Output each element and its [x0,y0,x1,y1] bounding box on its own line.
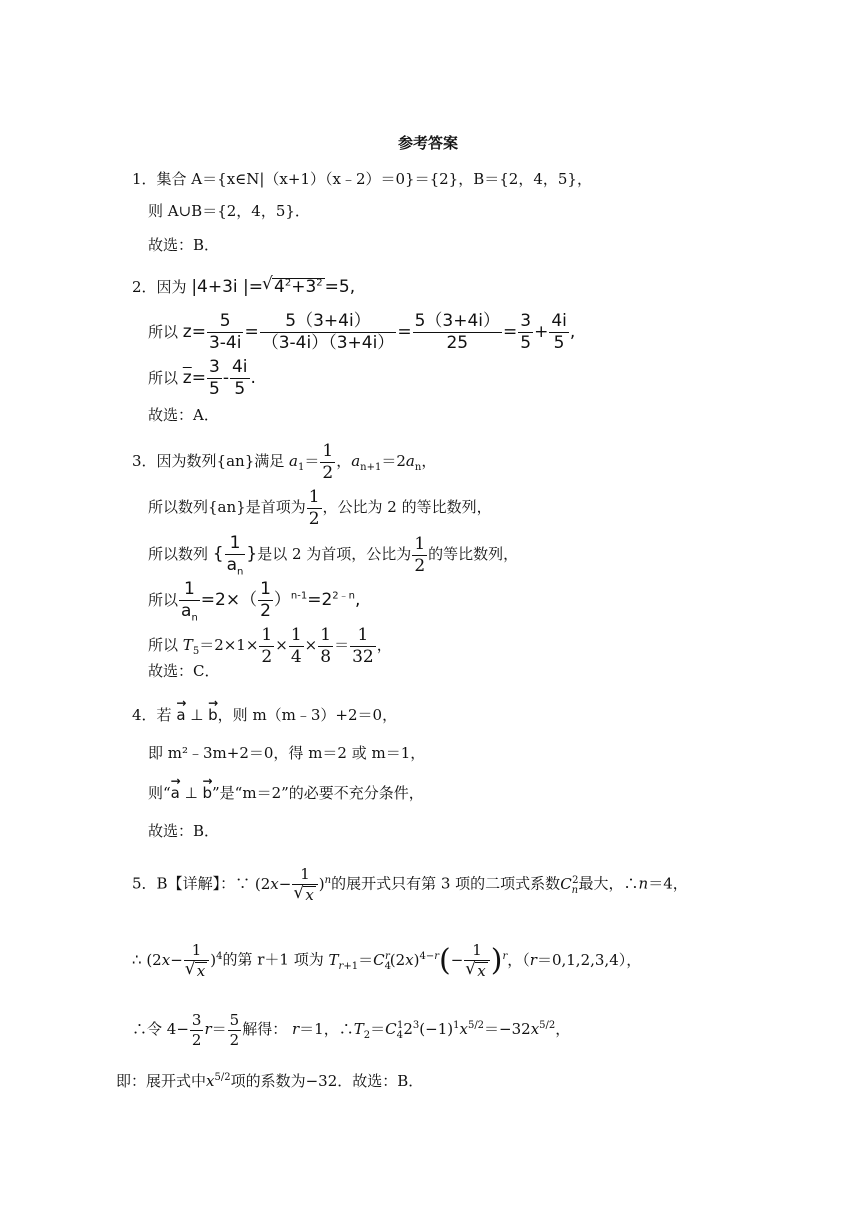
q5-text-3b: 解得： [242,1020,288,1038]
q5-text-2b: 的第 r＋1 项为 [222,950,324,969]
q5-line1 [132,866,688,903]
q5-coef: −32 [305,1072,338,1090]
q3-text-3b: 是以 2 为首项，公比为 [257,545,412,564]
q5-general-term: $T_{r+1}=C_4^r(2x)^{4-r}(-$ 1 √ x )$^r$，（r＝0,1,2,3,4）， [329,951,642,969]
q4-perp-expr-2: → a ⊥ → b [171,784,212,802]
q3-recip-seq: { $\frac{1}{a_n}$ } [212,533,258,578]
q4-line3 [148,786,424,801]
q3-text-2a: 所以数列{an}是首项为 [148,498,306,517]
q3-line2 [148,488,492,528]
q5-line3 [132,1012,570,1048]
q4-line2: 即 m²﹣3m+2＝0，得 m＝2 或 m＝1， [148,744,426,762]
q4-intro: 4．若 [132,706,172,724]
q3-general-term: $\frac{1}{a_n}$ =2×（ $\frac{1}{2}$ ）$^{n-1}=2^{2﹣n}$, [181,579,361,624]
q5-intro: 5．B【详解】：∵ [132,874,251,893]
q1-line2: 则 A∪B＝{2，4，5}． [148,202,310,220]
q3-line3 [148,533,519,578]
q4-perp-expr: → a ⊥ → b [176,706,217,724]
q2-z-expr: z= $\frac{5}{3-4i}$ = $\frac{5(3+4i)}{(3-4i)(3+4i)}$ = $\frac{5(3+4i)}{25}$ = $\frac{3}{5}$ + $\frac{4i}{5}$ , [182,311,576,353]
q5-text-1b: 的展开式只有第 3 项的二项式系数 [331,874,561,893]
q2-so-1: 所以 [148,323,179,342]
q3-intro: 3．因为数列{an}满足 [132,452,285,471]
q2-line1 [132,278,355,296]
q3-half-2: $\frac{1}{2}$ [414,534,426,576]
q5-n-eq-4: n＝4， [638,874,688,893]
q1-answer: 故选：B． [148,236,220,254]
q3-line1 [132,442,436,482]
q3-line5 [148,626,392,666]
q3-t5-expr: $T_5=2\times 1\times$ $\frac{1}{2}$ × $\frac{1}{4}$ × $\frac{1}{8}$ ＝ $\frac{1}{32}$ ， [182,625,392,667]
q3-text-5: 所以 [148,636,179,655]
q4-text-3a: 则“ [148,784,171,802]
q5-text-3a: ∴令 [132,1020,163,1038]
q3-text-3a: 所以数列 [148,545,209,564]
q3-seq-def: $a_1=$ $\frac{1}{2}$ ，$a_{n+1}=2a_n$， [289,441,437,483]
q4-answer: 故选：B． [148,822,220,840]
q5-binomial-4: (2x− 1 √ x )$^4$ [146,951,222,969]
q5-binomial: (2x− 1 √ x )$^n$ [255,875,331,893]
q2-conj-expr: $\overline{z}=$ $\frac{3}{5}$ - $\frac{4i}{5}$ . [182,357,256,399]
page-title: 参考答案 [398,134,459,152]
q1-line1: 1．集合 A＝{x∈N|（x+1）（x﹣2）＝0}＝{2}，B＝{2，4，5}， [132,170,592,188]
q4-text-1b: ，则 m（m﹣3）+2＝0， [217,706,398,724]
q5-equation: 4− $\frac{3}{2}$ r＝ $\frac{5}{2}$ [166,1011,240,1049]
q5-line2 [132,942,641,979]
q5-x-power: $x^{5/2}$ [206,1072,231,1090]
q3-line4 [148,579,361,624]
q5-text-4c: ．故选：B． [337,1072,424,1090]
q5-c-n-2: $C_n^2$ [560,874,579,896]
q2-so-2: 所以 [148,369,179,388]
q3-text-2b: ，公比为 2 的等比数列， [322,498,492,517]
q5-text-2a: ∴ [132,950,142,969]
q3-text-4: 所以 [148,591,179,610]
q2-answer: 故选：A． [148,406,219,424]
q3-text-3c: 的等比数列， [428,545,519,564]
q2-intro: 2．因为 [132,278,187,296]
q2-line3 [148,358,256,398]
q5-solution: r＝1，$\therefore T_2=C_4^12^3(-1)^1x^{5/2}=-32x^{5/2}$， [292,1020,571,1041]
q5-text-4a: 即：展开式中 [116,1072,207,1090]
q5-text-1c: 最大，∴ [578,874,639,893]
q5-line4 [116,1074,423,1089]
q4-line1 [132,708,397,723]
q5-text-4b: 项的系数为 [230,1072,306,1090]
q3-half-1: $\frac{1}{2}$ [308,487,320,529]
q2-modulus: |4+3i |= √ $4^2+3^2 =5$, [191,277,355,297]
q3-answer: 故选：C． [148,662,220,680]
q4-text-3b: ”是“m＝2”的必要不充分条件， [212,784,424,802]
q2-line2 [148,312,575,352]
